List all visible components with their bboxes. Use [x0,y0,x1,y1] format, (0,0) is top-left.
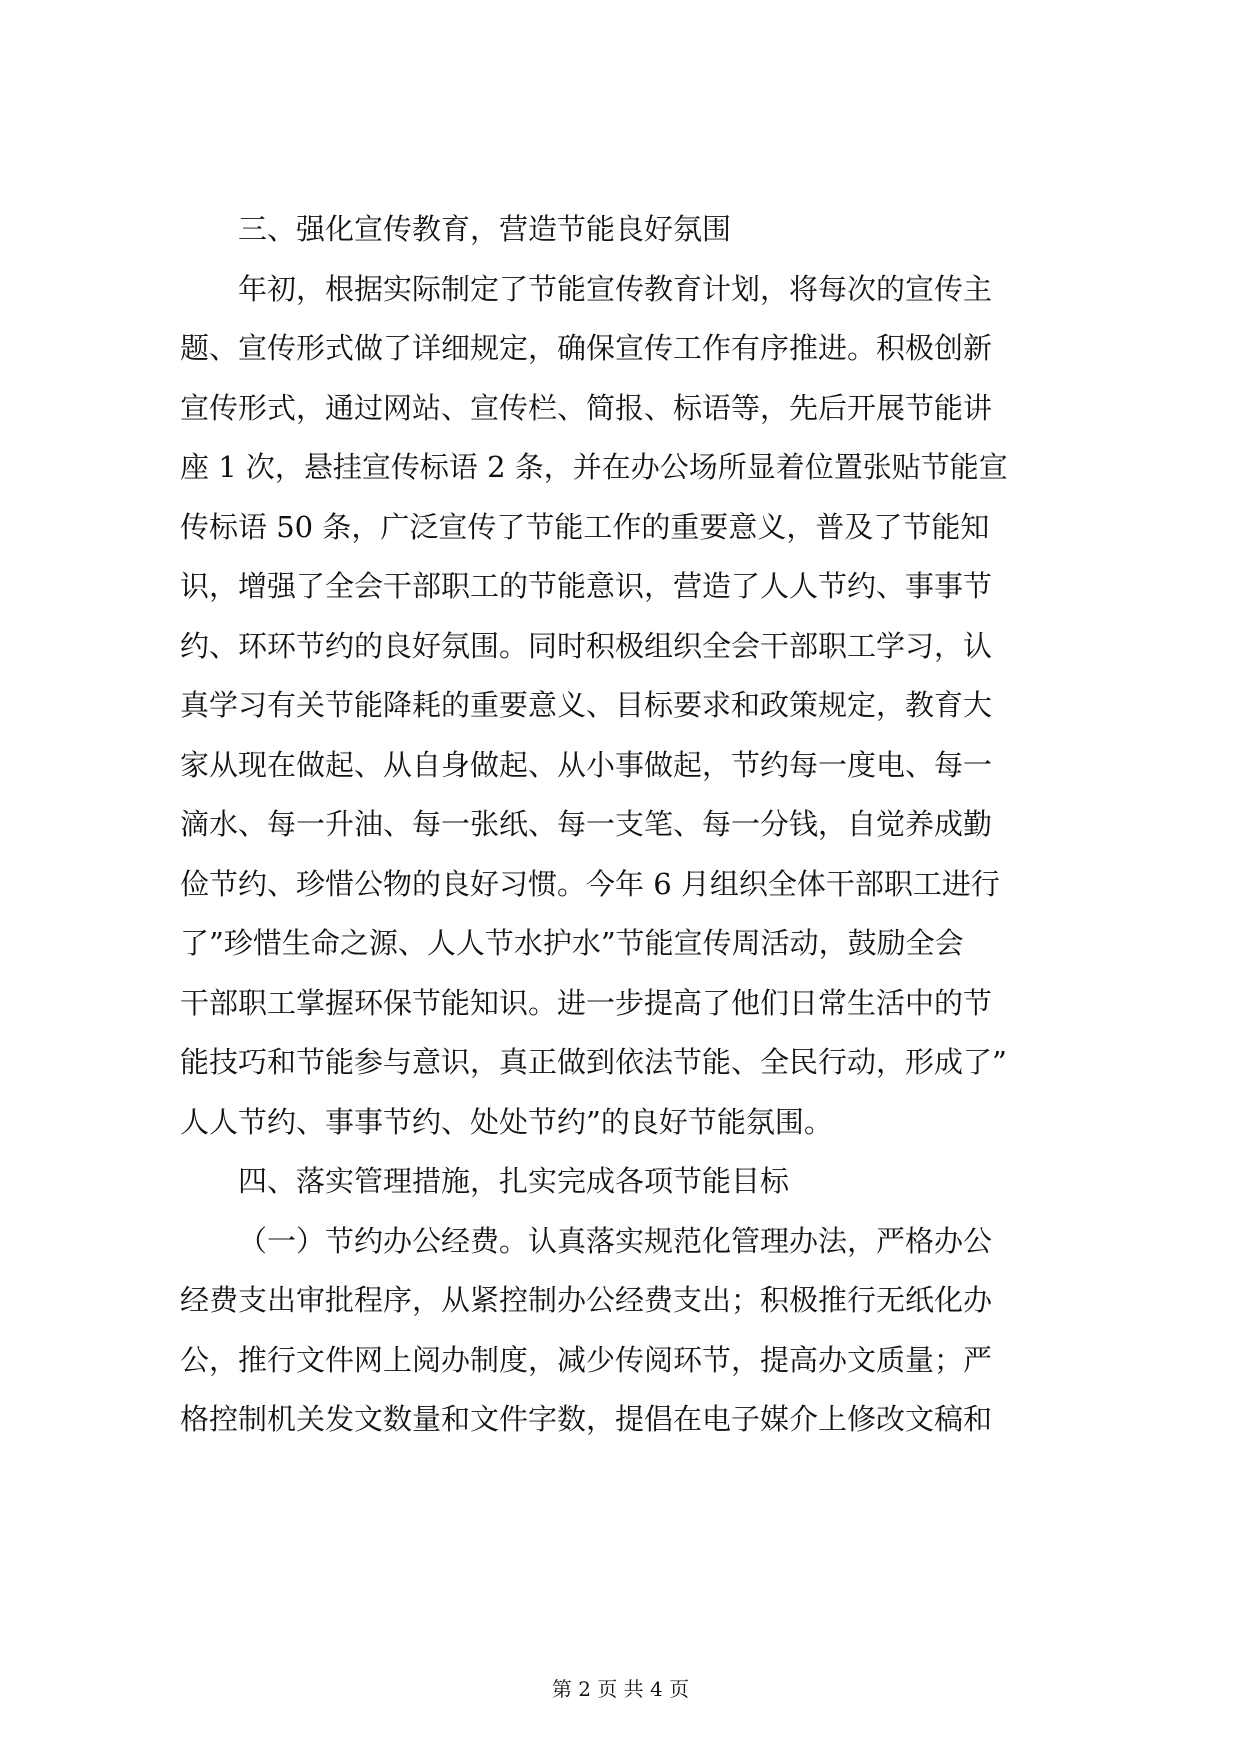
paragraph-line: （一）节约办公经费。认真落实规范化管理办法，严格办公 [238,1223,993,1258]
paragraph-line: 公，推行文件网上阅办制度，减少传阅环节，提高办文质量；严 [180,1342,993,1377]
paragraph-line: 能技巧和节能参与意识，真正做到依法节能、全民行动，形成了” [180,1045,1007,1079]
paragraph-line: 经费支出审批程序，从紧控制办公经费支出；积极推行无纸化办 [180,1283,993,1317]
paragraph-line: 识，增强了全会干部职工的节能意识，营造了人人节约、事事节 [180,569,993,603]
paragraph-line: 人人节约、事事节约、处处节约”的良好节能氛围。 [180,1104,833,1139]
paragraph-line: 宣传形式，通过网站、宣传栏、简报、标语等，先后开展节能讲 [180,390,993,425]
document-body [180,200,1078,1450]
paragraph-line: 座 1 次，悬挂宣传标语 2 条，并在办公场所显着位置张贴节能宣 [180,450,1008,484]
section-heading-3: 三、强化宣传教育，营造节能良好氛围 [238,212,732,246]
paragraph-line: 传标语 50 条，广泛宣传了节能工作的重要意义，普及了节能知 [180,509,990,544]
paragraph-line: 题、宣传形式做了详细规定，确保宣传工作有序推进。积极创新 [180,331,993,365]
paragraph-line: 年初，根据实际制定了节能宣传教育计划，将每次的宣传主 [238,271,993,306]
paragraph-line: 了”珍惜生命之源、人人节水护水”节能宣传周活动，鼓励全会 [180,926,964,960]
paragraph-line: 俭节约、珍惜公物的良好习惯。今年 6 月组织全体干部职工进行 [180,866,1000,901]
paragraph-line: 约、环环节约的良好氛围。同时积极组织全会干部职工学习，认 [180,628,993,663]
section-heading-4: 四、落实管理措施，扎实完成各项节能目标 [238,1164,790,1198]
paragraph-line: 干部职工掌握环保节能知识。进一步提高了他们日常生活中的节 [180,985,993,1020]
page-number-footer: 第 2 页 共 4 页 [551,1677,690,1701]
paragraph-line: 滴水、每一升油、每一张纸、每一支笔、每一分钱，自觉养成勤 [180,807,993,841]
paragraph-line: 真学习有关节能降耗的重要意义、目标要求和政策规定，教育大 [180,688,993,722]
paragraph-line: 格控制机关发文数量和文件字数，提倡在电子媒介上修改文稿和 [180,1402,993,1436]
paragraph-line: 家从现在做起、从自身做起、从小事做起，节约每一度电、每一 [180,747,993,782]
